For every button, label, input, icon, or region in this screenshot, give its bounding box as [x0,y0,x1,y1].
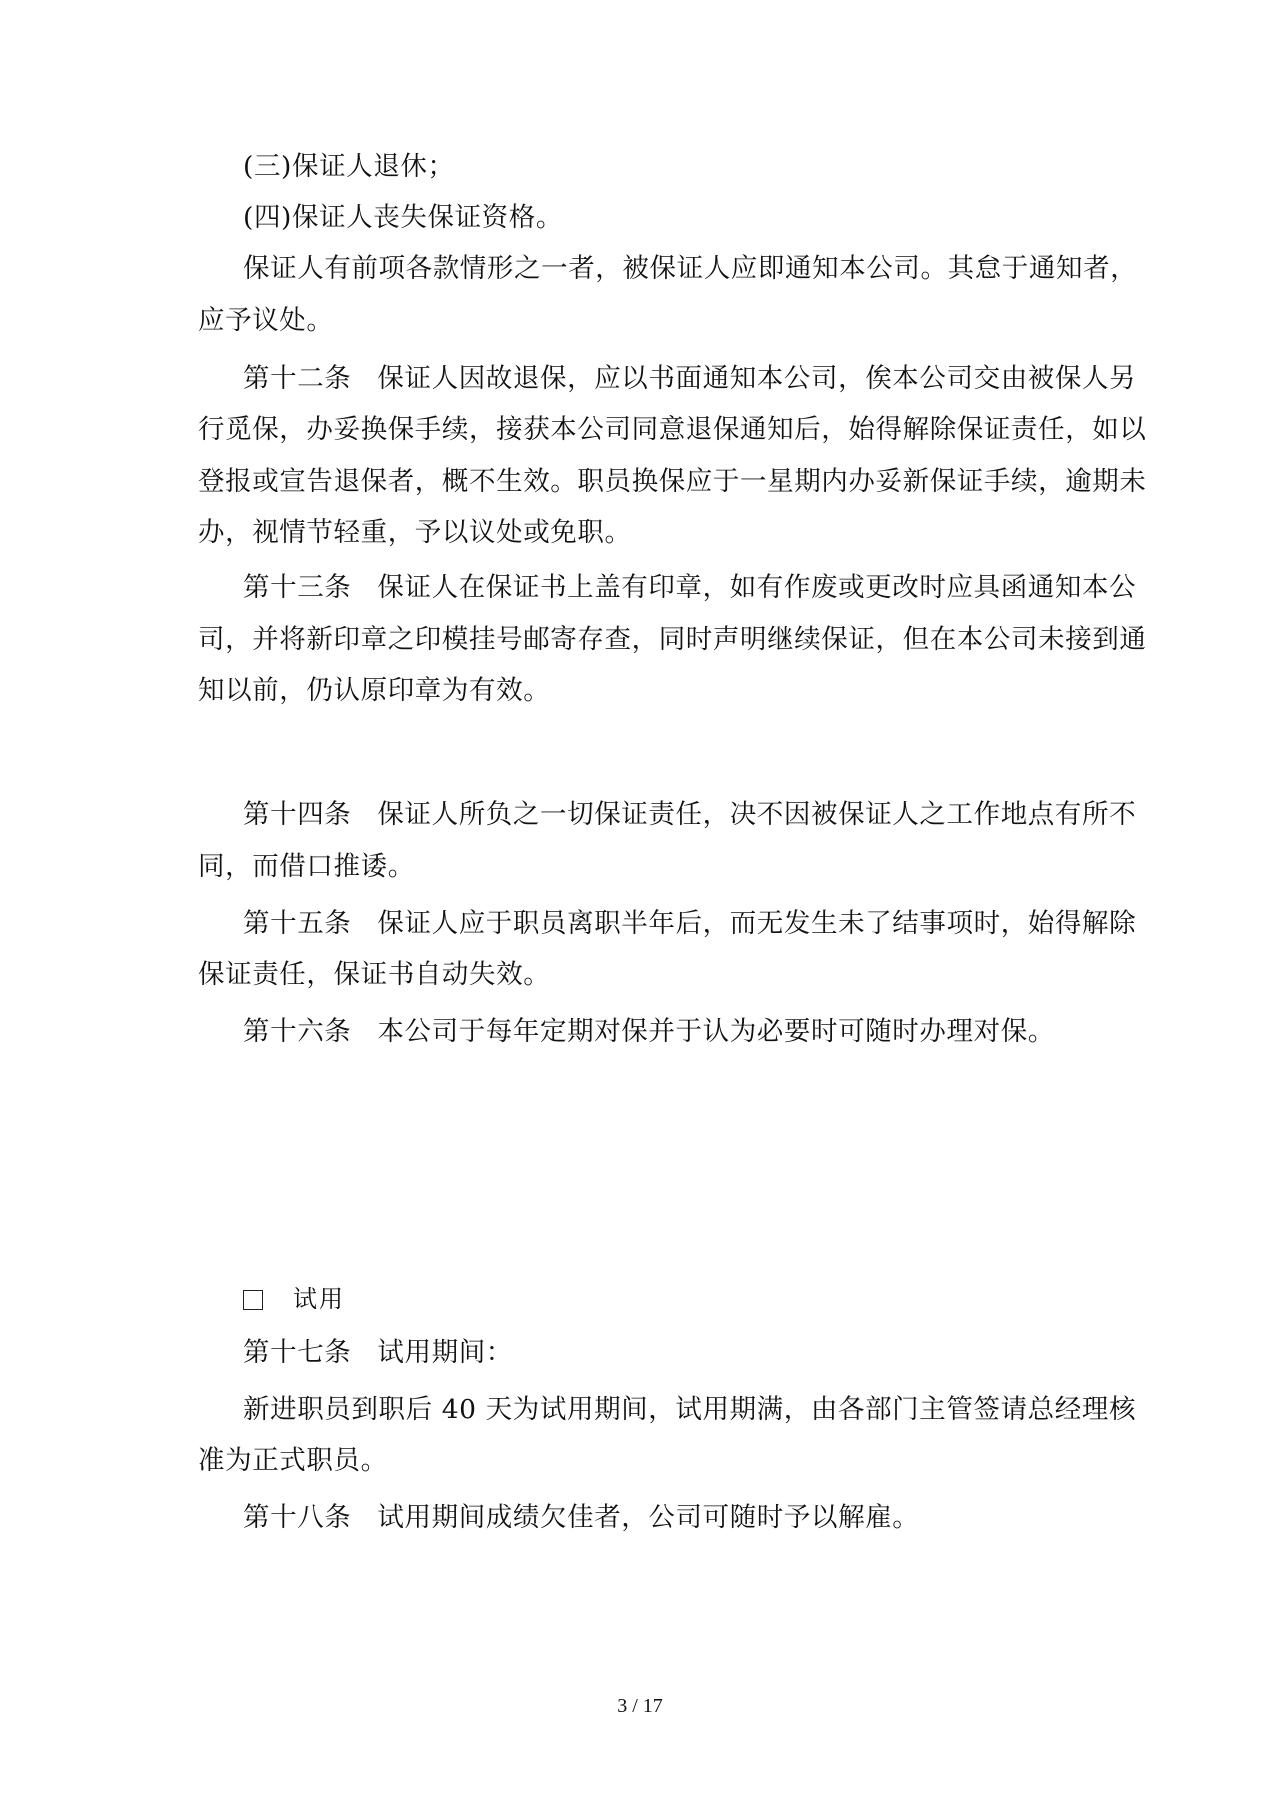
article-text: 试用期间： [377,1337,513,1368]
paragraph-line: 保证人有前项各款情形之一者，被保证人应即通知本公司。其怠于通知者， [243,253,1138,284]
article-number: 第十五条 [243,908,352,939]
article-number: 第十二条 [243,363,352,394]
clause-item-3 [243,147,455,187]
article-text: 保证人在保证书上盖有印章，如有作废或更改时应具函通知本公 [377,572,1137,603]
article-text: 保证人所负之一切保证责任，决不因被保证人之工作地点有所不 [377,799,1137,830]
paragraph-line: 准为正式职员。 [198,1445,388,1476]
article-13 [243,568,1136,608]
clause-item-text: (三)保证人退休； [243,151,455,182]
article-number: 第十七条 [243,1337,352,1368]
article-16 [243,1012,1055,1052]
article-text: 试用期间成绩欠佳者，公司可随时予以解雇。 [377,1502,920,1533]
page-number: 3 / 17 [617,1695,663,1717]
section-title: 试用 [293,1285,345,1313]
article-18 [243,1498,919,1538]
article-number: 第十八条 [243,1502,352,1533]
article-text: 保证人应于职员离职半年后，而无发生未了结事项时，始得解除 [377,908,1137,939]
section-heading-probation [243,1279,345,1319]
paragraph-line: 登报或宣告退保者，概不生效。职员换保应于一星期内办妥新保证手续，逾期未 [198,466,1147,497]
paragraph-line: 应予议处。 [198,305,334,336]
article-number: 第十三条 [243,572,352,603]
paragraph-line: 司，并将新印章之印模挂号邮寄存查，同时声明继续保证，但在本公司未接到通 [198,624,1147,655]
clause-item-4 [243,198,563,238]
paragraph-line: 同，而借口推诿。 [198,851,415,882]
paragraph-line: 保证责任，保证书自动失效。 [198,959,551,990]
article-14 [243,795,1136,835]
article-text: 保证人因故退保，应以书面通知本公司，俟本公司交由被保人另 [377,363,1137,394]
article-number: 第十六条 [243,1016,352,1047]
article-15 [243,904,1136,944]
paragraph-line: 新进职员到职后 40 天为试用期间，试用期满，由各部门主管签请总经理核 [243,1394,1137,1425]
paragraph-line: 行觅保，办妥换保手续，接获本公司同意退保通知后，始得解除保证责任，如以 [198,414,1147,445]
clause-item-text: (四)保证人丧失保证资格。 [243,202,563,233]
paragraph-line: 办，视情节轻重，予以议处或免职。 [198,517,632,548]
article-number: 第十四条 [243,799,352,830]
article-12 [243,359,1136,399]
article-17 [243,1333,513,1373]
paragraph-line: 知以前，仍认原印章为有效。 [198,675,551,706]
article-text: 本公司于每年定期对保并于认为必要时可随时办理对保。 [377,1016,1055,1047]
checkbox-icon [243,1290,263,1310]
